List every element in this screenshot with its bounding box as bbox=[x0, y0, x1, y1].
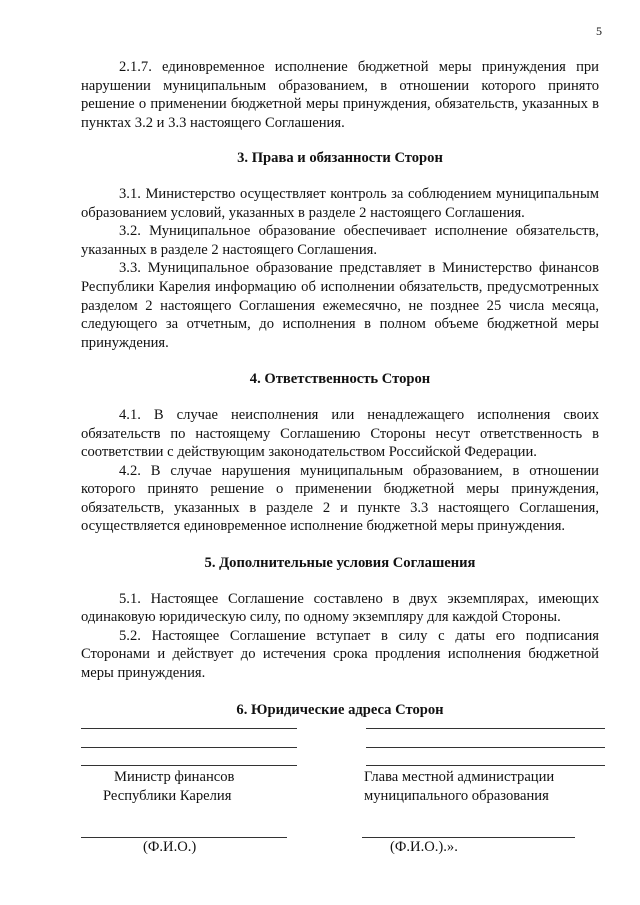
section-6-heading: 6. Юридические адреса Сторон bbox=[236, 701, 444, 718]
right-address-line-1 bbox=[366, 728, 605, 729]
right-fio-caption: (Ф.И.О.).». bbox=[390, 839, 458, 855]
document-body bbox=[81, 58, 599, 731]
right-signature-line bbox=[362, 837, 575, 838]
paragraph-4-1: 4.1. В случае неисполнения или ненадлежащего исполнения своих обязательств по настоящему Соглашению Стороны несут ответственность в соответствии с действующим законодательством Российской Федерации. bbox=[81, 406, 599, 461]
section-4-heading: 4. Ответственность Сторон bbox=[249, 371, 431, 388]
paragraph-5-2: 5.2. Настоящее Соглашение вступает в силу с даты его подписания Сторонами и действует до истечения срока продления исполнения бюджетной меры принуждения. bbox=[81, 627, 599, 682]
paragraph-3-3: 3.3. Муниципальное образование представляет в Министерство финансов Республики Карелия информацию об исполнении обязательств, предусмотренных разделом 2 настоящего Соглашения ежемесячно, не позднее 25 числа месяца, следующего за отчетным, до исполнения в полном объеме бюджетной меры принуждения. bbox=[81, 260, 599, 351]
left-fio-caption: (Ф.И.О.) bbox=[143, 839, 197, 855]
right-signatory-title-1: Глава местной администрации bbox=[364, 769, 555, 785]
paragraph-4-2: 4.2. В случае нарушения муниципальным образованием, в отношении которого принято решение о применении бюджетной меры принуждения, обязательств, указанных в разделе 2 и пункте 3.3 настоящего Соглашения, осуществляется единовременное исполнение бюджетной меры принуждения. bbox=[81, 462, 599, 535]
right-address-line-2 bbox=[366, 747, 605, 748]
paragraph-5-1: 5.1. Настоящее Соглашение составлено в двух экземплярах, имеющих одинаковую юридическую силу, по одному экземпляру для каждой Стороны. bbox=[81, 590, 599, 626]
left-signatory-title-1: Министр финансов bbox=[114, 769, 235, 785]
left-address-line-3 bbox=[81, 765, 297, 766]
right-address-line-3 bbox=[366, 765, 605, 766]
page-number: 5 bbox=[596, 24, 602, 38]
left-signatory-title-2: Республики Карелия bbox=[103, 788, 232, 804]
paragraph-3-1: 3.1. Министерство осуществляет контроль за соблюдением муниципальным образованием условий, указанных в разделе 2 настоящего Соглашения. bbox=[81, 185, 599, 221]
paragraph-3-2: 3.2. Муниципальное образование обеспечивает исполнение обязательств, указанных в разделе 2 настоящего Соглашения. bbox=[81, 223, 599, 258]
section-5-heading: 5. Дополнительные условия Соглашения bbox=[204, 555, 476, 572]
right-signatory-title-2: муниципального образования bbox=[364, 788, 549, 804]
left-address-line-1 bbox=[81, 728, 297, 729]
left-address-line-2 bbox=[81, 747, 297, 748]
left-signature-line bbox=[81, 837, 287, 838]
section-3-heading: 3. Права и обязанности Сторон bbox=[237, 150, 443, 167]
paragraph-2-1-7: 2.1.7. единовременное исполнение бюджетной меры принуждения при нарушении муниципальным образованием, в отношении которого принято решение о применении бюджетной меры принуждения, обязательств, указанных в пунктах 3.2 и 3.3 настоящего Соглашения. bbox=[81, 59, 599, 131]
